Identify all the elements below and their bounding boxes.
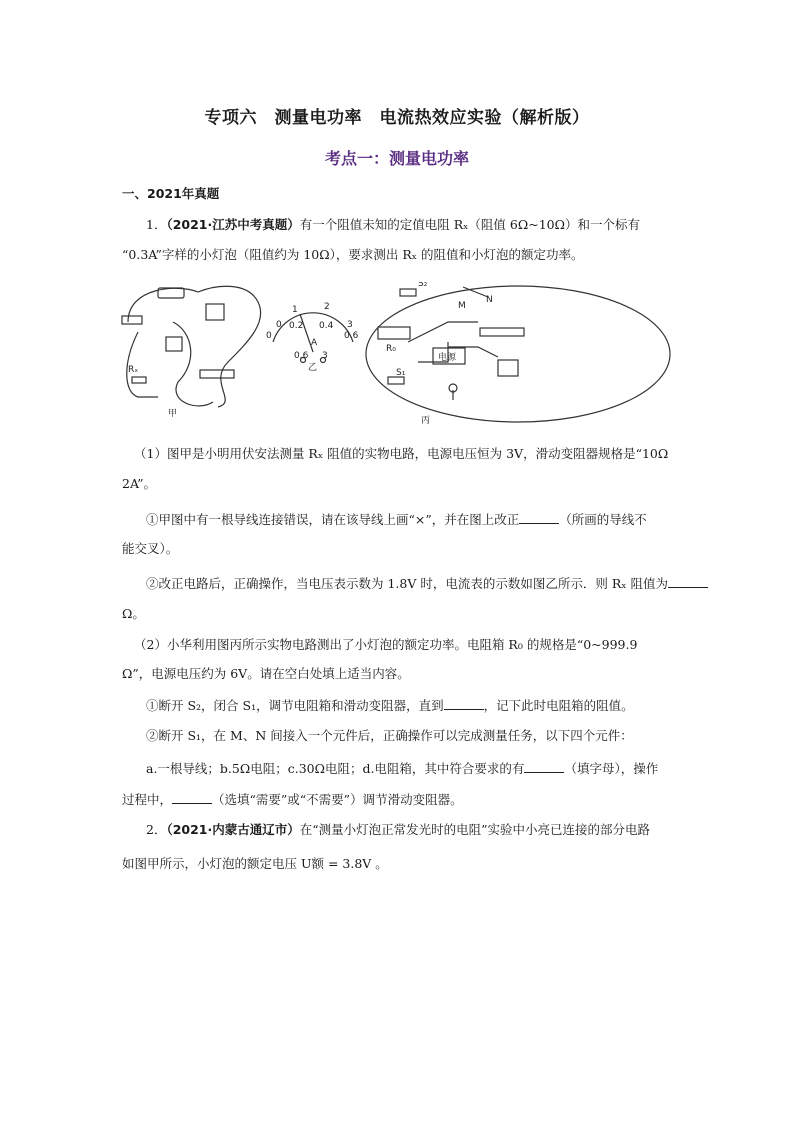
section-heading: 一、2021年真题 — [122, 186, 220, 201]
q1-task3: a.一根导线；b.5Ω电阻；c.30Ω电阻；d.电阻箱，其中符合要求的有 （填字母），操作 — [146, 761, 659, 776]
q1-source: （2021·江苏中考真题） — [166, 217, 300, 232]
meter-unit: A — [311, 338, 318, 348]
switch-jia — [122, 316, 142, 324]
q1-text-1: 有一个阻值未知的定值电阻 Rₓ（阻值 6Ω~10Ω）和一个标有 — [299, 217, 640, 232]
resistor-jia — [132, 377, 146, 383]
q1-part2-line1: （2）小华利用图丙所示实物电路测出了小灯泡的额定功率。电阻箱 R₀ 的规格是“0~999.9 — [134, 637, 638, 652]
meter-jia-2 — [166, 337, 182, 351]
label-n: N — [486, 295, 493, 305]
answer-blank-1[interactable] — [519, 511, 559, 524]
q1-step2-line2: Ω。 — [122, 606, 145, 621]
label-bing: 丙 — [421, 416, 431, 426]
meter-jia-1 — [206, 304, 224, 320]
label-m: M — [458, 301, 466, 311]
answer-blank-3[interactable] — [444, 697, 484, 710]
q2-line1: 2．（2021·内蒙古通辽市）在“测量小灯泡正常发光时的电阻”实验中小亮已连接的部分电路 — [122, 822, 702, 837]
terminal-3: 3 — [322, 351, 328, 361]
meter-bing — [498, 360, 518, 376]
q1-number: 1． — [146, 217, 167, 232]
q1-line2: “0.3A”字样的小灯泡（阻值约为 10Ω），要求测出 Rₓ 的阻值和小灯泡的额定功率。 — [122, 247, 584, 262]
scale-top-2: 2 — [324, 302, 330, 312]
label-yi: 乙 — [308, 363, 318, 373]
section-subtitle: 考点一：测量电功率 — [324, 149, 469, 168]
scale-bottom-0: 0 — [266, 331, 272, 341]
circuit-diagram — [118, 282, 698, 432]
label-source: 电源 — [438, 353, 457, 363]
scale-top-1: 1 — [292, 305, 298, 315]
q1-part1-line1: （1）图甲是小明用伏安法测量 Rₓ 阻值的实物电路，电源电压恒为 3V，滑动变阻器规格是“10Ω — [134, 446, 669, 461]
q1-task4: 过程中， （选填“需要”或“不需要”）调节滑动变阻器。 — [122, 792, 463, 807]
q1-task2: ②断开 S₁，在 M、N 间接入一个元件后，正确操作可以完成测量任务，以下四个元件： — [146, 728, 633, 743]
q1-line1 — [122, 217, 702, 232]
label-r0: R₀ — [386, 344, 396, 354]
q1-step1-line1: ①甲图中有一根导线连接错误，请在该导线上画“×”，并在图上改正 （所画的导线不 — [146, 512, 647, 527]
answer-blank-4[interactable] — [524, 760, 564, 773]
label-rx: Rₓ — [128, 365, 139, 375]
wire-jia-1 — [128, 286, 261, 407]
rheostat-jia — [200, 370, 234, 378]
wire-bing-1 — [408, 322, 478, 342]
scale-bottom-3: 0.6 — [344, 331, 359, 341]
q1-step2-line1: ②改正电路后，正确操作，当电压表示数为 1.8V 时，电流表的示数如图乙所示．则 Rₓ 阻值为 — [122, 575, 702, 591]
scale-top-3: 3 — [347, 320, 353, 330]
rheostat-bing — [480, 328, 524, 336]
q2-source: （2021·内蒙古通辽市） — [166, 822, 300, 837]
switch-s2 — [388, 377, 404, 384]
answer-blank-2[interactable] — [668, 575, 708, 588]
q2-line2: 如图甲所示，小灯泡的额定电压 U额 = 3.8V 。 — [122, 856, 388, 871]
scale-bottom-2: 0.4 — [319, 321, 334, 331]
scale-top-0: 0 — [276, 320, 282, 330]
q1-task1: ①断开 S₂，闭合 S₁，调节电阻箱和滑动变阻器，直到 ，记下此时电阻箱的阻值。 — [146, 698, 634, 713]
document-title: 专项六 测量电功率 电流热效应实验（解析版） — [204, 108, 590, 128]
wire-jia-3 — [173, 322, 213, 406]
q1-step1-line2: 能交叉）。 — [122, 541, 179, 556]
label-s1: S₁ — [396, 368, 406, 378]
q1-part1-line2: 2A”。 — [122, 476, 157, 491]
label-s2: S₂ — [418, 282, 428, 289]
terminal-0-6: 0.6 — [294, 351, 309, 361]
q1-part2-line2: Ω”，电源电压约为 6V。请在空白处填上适当内容。 — [122, 666, 410, 681]
switch-s1 — [400, 289, 416, 296]
answer-blank-5[interactable] — [172, 791, 212, 804]
resistance-box — [378, 327, 410, 339]
label-jia: 甲 — [168, 409, 178, 419]
wire-bing-loop — [366, 286, 670, 422]
q2-number: 2． — [146, 822, 167, 837]
scale-bottom-1: 0.2 — [289, 321, 304, 331]
circuit-figure — [118, 282, 698, 432]
